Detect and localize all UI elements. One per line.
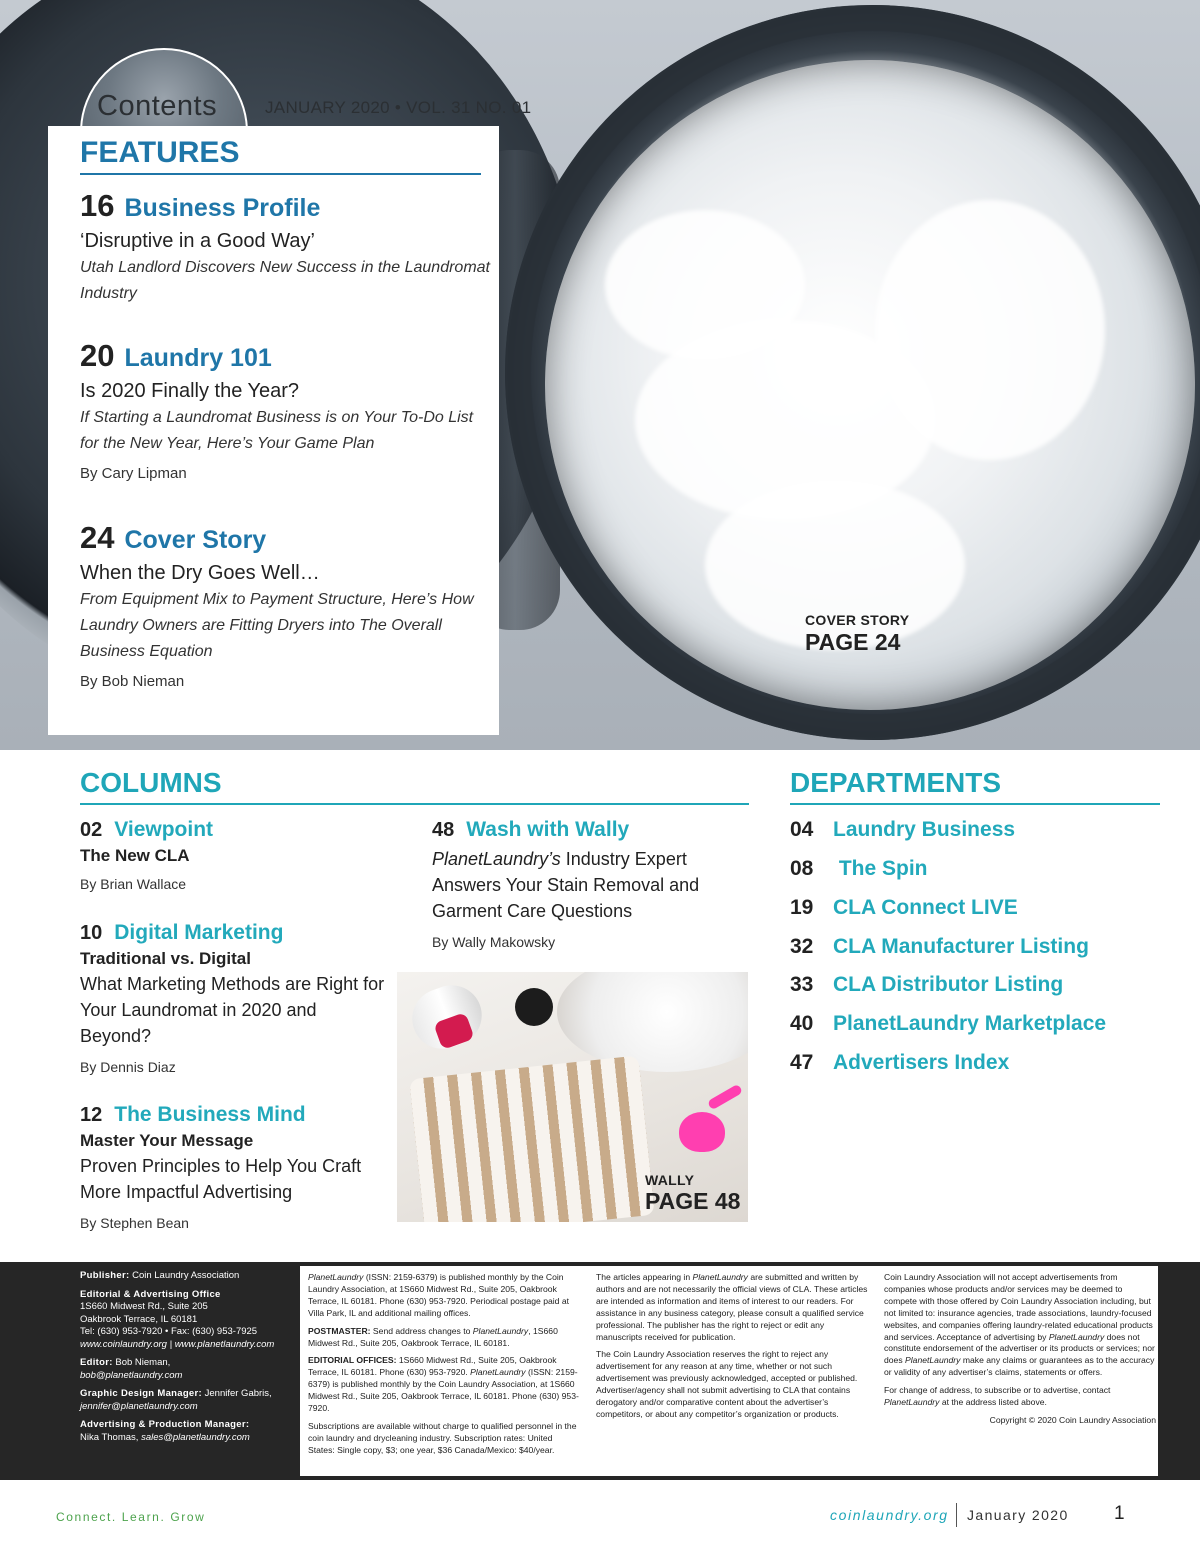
ad-label: Advertising & Production Manager: <box>80 1419 250 1430</box>
column-description-em: PlanetLaundry’s <box>432 849 561 869</box>
column-description: Proven Principles to Help You Craft More Impactful Advertising <box>80 1156 362 1202</box>
column-page: 48 <box>432 819 455 841</box>
legal-em: PlanetLaundry <box>905 1355 961 1366</box>
office-address-1: 1S660 Midwest Rd., Suite 205 <box>80 1301 208 1312</box>
issue-line: JANUARY 2020 • VOL. 31 NO. 01 <box>265 98 532 117</box>
legal-text: does not constitute endorsement of the advertiser or its products or services; nor does <box>884 1331 1155 1366</box>
feature-section: Business Profile <box>124 194 321 222</box>
feature-byline: By Bob Nieman <box>80 673 185 690</box>
legal-text: For change of address, to subscribe or to advertise, contact <box>884 1385 1111 1396</box>
department-name: Laundry Business <box>833 818 1016 841</box>
legal-label: EDITORIAL OFFICES: <box>308 1355 397 1366</box>
column-description: What Marketing Methods are Right for Your Laundromat in 2020 and Beyond? <box>80 974 385 1046</box>
department-item[interactable] <box>790 1012 1106 1036</box>
feature-item[interactable] <box>80 520 490 690</box>
legal-column-3 <box>884 1272 1156 1433</box>
legal-em: PlanetLaundry <box>308 1272 364 1282</box>
department-page: 40 <box>790 1012 814 1035</box>
feature-title: Is 2020 Finally the Year? <box>80 380 300 402</box>
editor-email[interactable]: bob@planetlaundry.com <box>80 1369 183 1381</box>
footer-website-link[interactable]: coinlaundry.org <box>830 1507 949 1523</box>
wally-callout <box>645 1172 740 1215</box>
feature-title: ‘Disruptive in a Good Way’ <box>80 230 315 252</box>
footer-date: January 2020 <box>967 1507 1069 1523</box>
column-title: Traditional vs. Digital <box>80 949 251 968</box>
department-item[interactable] <box>790 1051 1009 1075</box>
masthead <box>0 1262 1200 1480</box>
legal-em: PlanetLaundry <box>470 1367 526 1378</box>
departments-heading: DEPARTMENTS <box>790 767 1002 798</box>
feature-page: 24 <box>80 520 115 555</box>
legal-text: Send address changes to <box>370 1325 473 1336</box>
department-page: 33 <box>790 973 814 996</box>
column-page: 02 <box>80 819 103 841</box>
legal-column-2 <box>596 1272 868 1427</box>
design-label: Graphic Design Manager: <box>80 1388 202 1399</box>
cover-story-callout <box>805 612 909 656</box>
wally-callout-page: PAGE 48 <box>645 1188 741 1214</box>
column-section: Wash with Wally <box>466 818 630 841</box>
publisher-label: Publisher: <box>80 1270 130 1281</box>
department-page: 08 <box>790 857 814 880</box>
office-phone: Tel: (630) 953-7920 • Fax: (630) 953-7925 <box>80 1326 258 1337</box>
legal-text: , 1S660 Midwest Rd., Suite 205, Oakbrook Terrace, IL 60181. <box>308 1325 558 1348</box>
cover-callout-page: PAGE 24 <box>805 629 901 655</box>
legal-text: Subscriptions are available without charge to qualified personnel in the coin laundry and drycleaning industry. Subscription rates: United States: Single copy, $3; one year, $36 Canada/Mexico: $40/year. <box>308 1420 577 1455</box>
feature-page: 20 <box>80 338 115 373</box>
legal-text: 1S660 Midwest Rd., Suite 205, Oakbrook Terrace, IL 60181. Phone (630) 953-7920. <box>308 1355 557 1378</box>
office-websites[interactable]: www.coinlaundry.org | www.planetlaundry.com <box>80 1338 275 1350</box>
department-page: 19 <box>790 896 814 919</box>
column-description-text: Industry Expert Answers Your Stain Removal and Garment Care Questions <box>432 849 700 921</box>
masthead-contacts <box>80 1270 295 1450</box>
department-item[interactable] <box>790 896 1018 920</box>
department-name: CLA Manufacturer Listing <box>833 935 1089 958</box>
column-item[interactable] <box>80 1103 390 1231</box>
photo-black-cap <box>515 988 553 1026</box>
column-description <box>432 846 732 924</box>
legal-em: PlanetLaundry <box>472 1325 529 1336</box>
feature-page: 16 <box>80 188 115 223</box>
legal-text: make any claims or guarantees as to the accuracy or validity of any advertiser’s claims, statements or offers. <box>884 1355 1155 1378</box>
department-page: 47 <box>790 1051 814 1074</box>
legal-em: PlanetLaundry <box>692 1272 748 1282</box>
legal-text: at the address listed above. <box>939 1397 1047 1408</box>
column-page: 10 <box>80 922 103 944</box>
photo-scoop-handle <box>707 1084 743 1111</box>
column-byline: By Brian Wallace <box>80 876 187 892</box>
department-name: Advertisers Index <box>833 1051 1010 1074</box>
column-byline: By Stephen Bean <box>80 1215 189 1231</box>
photo-scoop <box>679 1112 725 1152</box>
ad-name: Nika Thomas, <box>80 1431 142 1443</box>
footer-divider <box>956 1503 957 1527</box>
feature-byline: By Cary Lipman <box>80 465 187 482</box>
column-item[interactable] <box>80 818 390 892</box>
column-section: Viewpoint <box>114 818 214 841</box>
department-item[interactable] <box>790 857 928 881</box>
department-name: PlanetLaundry Marketplace <box>833 1012 1107 1035</box>
feature-title: When the Dry Goes Well… <box>80 562 320 584</box>
department-item[interactable] <box>790 935 1089 959</box>
columns-heading: COLUMNS <box>80 767 222 798</box>
copyright: Copyright © 2020 Coin Laundry Association <box>989 1414 1156 1425</box>
legal-column-1 <box>308 1272 580 1463</box>
wally-callout-label: WALLY <box>645 1172 695 1188</box>
column-title: Master Your Message <box>80 1131 254 1150</box>
column-byline: By Dennis Diaz <box>80 1059 176 1075</box>
feature-subtitle: Utah Landlord Discovers New Success in the Laundromat Industry <box>80 259 490 302</box>
column-page: 12 <box>80 1104 103 1126</box>
departments-rule <box>790 803 1160 805</box>
legal-text: The Coin Laundry Association reserves the right to reject any advertisement for any reason at any time, whether or not such advertisement was previously acknowledged, accepted or published. Advertiser/agency shall not submit advertising to CLA that contains derogatory and/or comparative content about the advertiser’s competitors, or about any competitor’s organization or products. <box>596 1349 858 1419</box>
department-item[interactable] <box>790 973 1063 997</box>
column-title: The New CLA <box>80 846 190 865</box>
column-item[interactable] <box>432 818 732 950</box>
feature-subtitle: If Starting a Laundromat Business is on Your To-Do List for the New Year, Here’s Your Game Plan <box>80 409 474 452</box>
department-name: CLA Connect LIVE <box>833 896 1018 919</box>
publisher-name: Coin Laundry Association <box>129 1270 240 1281</box>
photo-basket <box>557 972 748 1072</box>
page-number: 1 <box>1114 1503 1125 1524</box>
feature-subtitle: From Equipment Mix to Payment Structure, Here’s How Laundry Owners are Fitting Dryers into The Overall Business Equation <box>80 591 474 660</box>
feature-item[interactable] <box>80 188 490 307</box>
office-address-2: Oakbrook Terrace, IL 60181 <box>80 1313 198 1325</box>
legal-label: POSTMASTER: <box>308 1325 371 1336</box>
features-panel <box>48 126 499 735</box>
features-heading: FEATURES <box>80 136 240 169</box>
feature-item[interactable] <box>80 338 490 482</box>
department-name: CLA Distributor Listing <box>833 973 1064 996</box>
department-page: 04 <box>790 818 814 841</box>
feature-section: Laundry 101 <box>124 344 272 372</box>
columns-rule <box>80 803 749 805</box>
department-item[interactable] <box>790 818 1015 842</box>
legal-em: PlanetLaundry <box>1048 1331 1105 1342</box>
legal-text: Coin Laundry Association will not accept advertisements from companies whose products and/or services may be deemed to compete with those offered by Coin Laundry Association including, but not limited to: insurance agencies, trade associations, laundry-focused websites, and companies offering laundry-related educational products and services. Acceptance of advertising by <box>884 1272 1153 1342</box>
contents-title: Contents <box>97 90 218 122</box>
column-section: Digital Marketing <box>114 921 284 944</box>
footer-tagline: Connect. Learn. Grow <box>56 1510 206 1524</box>
feature-section: Cover Story <box>124 526 267 554</box>
legal-text: (ISSN: 2159-6379) is published monthly by the Coin Laundry Association, at 1S660 Midwest Rd., Suite 205, Oakbrook Terrace, IL 60181. Phone (630) 953-7920. Periodical postage paid at Villa Park, IL and additional mailing offices. <box>308 1272 570 1318</box>
legal-em: PlanetLaundry <box>884 1397 940 1408</box>
editor-name: Bob Nieman, <box>112 1357 171 1368</box>
photo-cardigan <box>409 1055 654 1222</box>
office-label: Editorial & Advertising Office <box>80 1288 221 1300</box>
design-email[interactable]: jennifer@planetlaundry.com <box>80 1400 198 1412</box>
cover-callout-label: COVER STORY <box>805 612 910 628</box>
legal-text: (ISSN: 2159-6379) is published monthly by the Coin Laundry Association, at 1S660 Midwest Rd., Suite 205, Oakbrook Terrace, IL 60181. Phone (630) 953-7920. <box>308 1367 579 1414</box>
editor-label: Editor: <box>80 1357 113 1368</box>
features-rule <box>80 173 481 175</box>
legal-text: are submitted and written by authors and are not necessarily the official views of CLA. These articles are intended as information and items of interest to our readers. For assistance in any business category, please consult a qualified service professional. The publisher has the right to reject or edit any manuscripts received for publication. <box>596 1272 868 1342</box>
column-item[interactable] <box>80 921 390 1075</box>
design-name: Jennifer Gabris, <box>201 1388 272 1399</box>
column-section: The Business Mind <box>114 1103 306 1126</box>
department-page: 32 <box>790 935 814 958</box>
department-name: The Spin <box>833 857 928 880</box>
legal-text: The articles appearing in <box>596 1272 693 1282</box>
masthead-legal-box <box>300 1266 1158 1476</box>
column-byline: By Wally Makowsky <box>432 934 556 950</box>
ad-email[interactable]: sales@planetlaundry.com <box>141 1431 250 1443</box>
